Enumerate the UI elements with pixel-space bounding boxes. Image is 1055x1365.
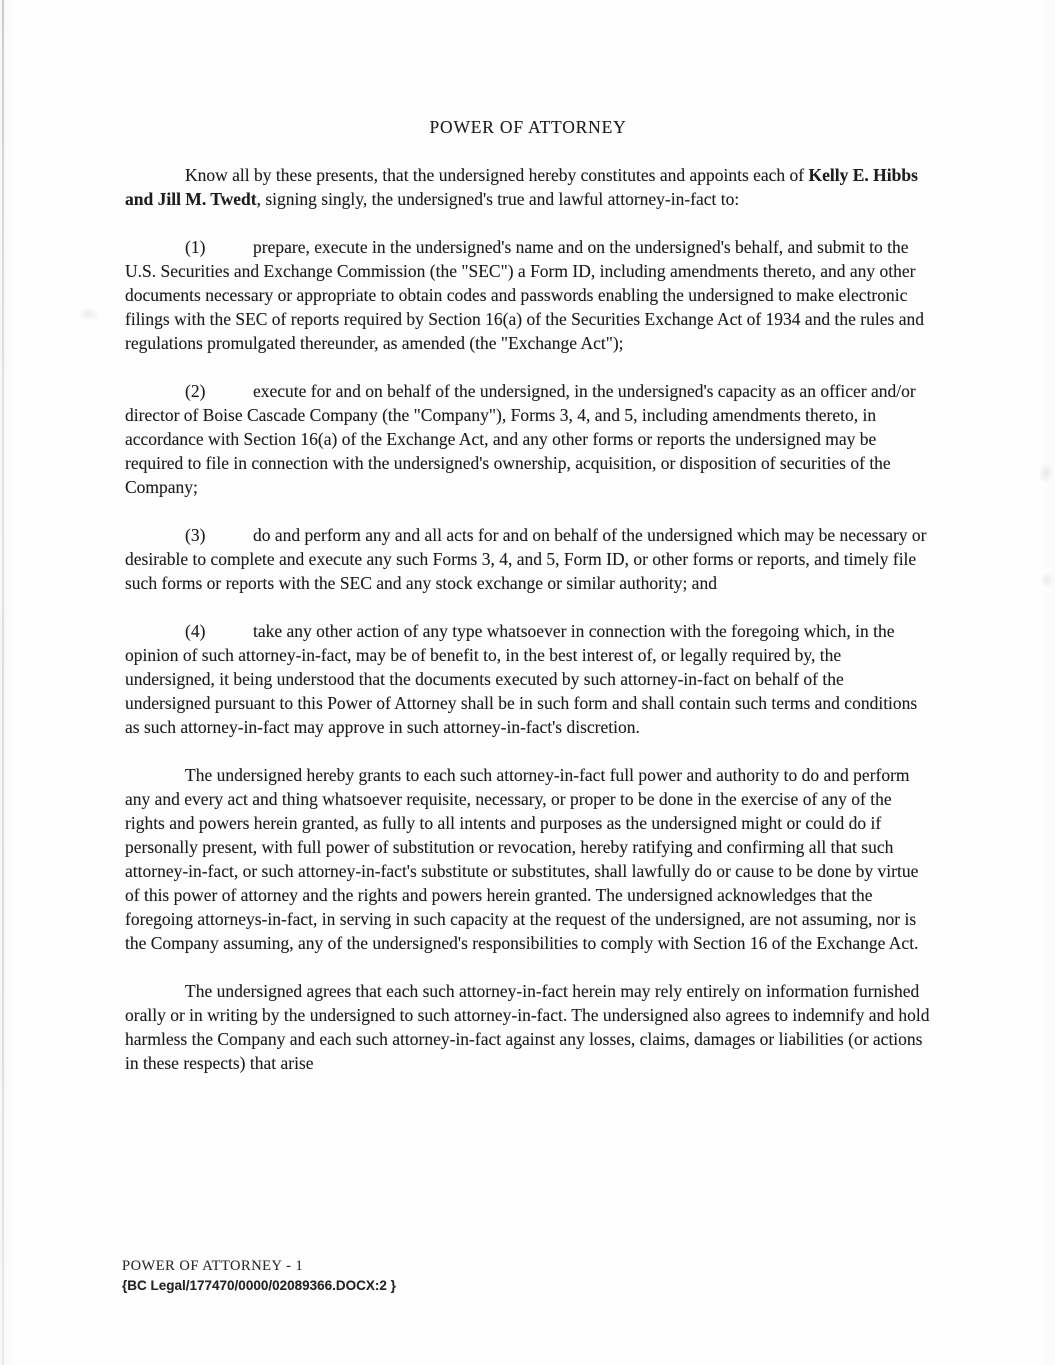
intro-tail-text: , signing singly, the undersigned's true and lawful attorney-in-fact to:: [256, 189, 740, 209]
paragraph-text: execute for and on behalf of the undersigned, in the undersigned's capacity as an officer and/or director of Boise Cascade Company (the "Company"), Forms 3, 4, and 5, including amendments thereto, in accordance with Section 16(a) of the Exchange Act, and any other forms or reports the undersigned may be required to file in connection with the undersigned's ownership, acquisition, or disposition of securities of the Company;: [125, 381, 916, 497]
intro-paragraph: [125, 163, 931, 211]
paragraph-text: prepare, execute in the undersigned's name and on the undersigned's behalf, and submit to the U.S. Securities and Exchange Commission (the "SEC") a Form ID, including amendments thereto, and any other documents necessary or appropriate to obtain codes and passwords enabling the undersigned to make electronic filings with the SEC of reports required by Section 16(a) of the Securities Exchange Act of 1934 and the rules and regulations promulgated thereunder, as amended (the "Exchange Act");: [125, 237, 924, 353]
page-footer: [122, 1256, 396, 1296]
paragraph-text: take any other action of any type whatsoever in connection with the foregoing which, in the opinion of such attorney-in-fact, may be of benefit to, in the best interest of, or legally required by, the undersigned, it being understood that the documents executed by such attorney-in-fact on behalf of the undersigned pursuant to this Power of Attorney shall be in such form and shall contain such terms and conditions as such attorney-in-fact may approve in such attorney-in-fact's discretion.: [125, 621, 918, 737]
numbered-paragraph-2: [125, 379, 931, 499]
document-body: [125, 115, 931, 1099]
scan-smudge: [1040, 572, 1054, 588]
paragraph-number: (4): [185, 621, 206, 641]
footer-page-label: POWER OF ATTORNEY - 1: [122, 1258, 304, 1274]
closing-paragraph-agrees: The undersigned agrees that each such attorney-in-fact herein may rely entirely on information furnished orally or in writing by the undersigned to such attorney-in-fact. The undersigned also agrees to indemnify and hold harmless the Company and each such attorney-in-fact against any losses, claims, damages or liabilities (or actions in these respects) that arise: [125, 981, 930, 1073]
document-title: POWER OF ATTORNEY: [429, 117, 627, 137]
paragraph-number: (3): [185, 525, 206, 545]
scan-smudge: [1038, 462, 1054, 484]
numbered-paragraph-3: [125, 523, 931, 595]
scan-smudge: [78, 306, 100, 322]
numbered-paragraph-4: [125, 619, 931, 739]
numbered-paragraph-1: [125, 235, 931, 355]
scan-edge-artifact: [2, 0, 4, 1365]
paragraph-number: (2): [185, 381, 206, 401]
attorney-names: Kelly E. Hibbs and Jill M. Twedt: [125, 165, 918, 209]
closing-paragraph-grants: The undersigned hereby grants to each such attorney-in-fact full power and authority to do and perform any and every act and thing whatsoever requisite, necessary, or proper to be done in the exercise of any of the rights and powers herein granted, as fully to all intents and purposes as the undersigned might or could do if personally present, with full power of substitution or revocation, hereby ratifying and confirming all that such attorney-in-fact, or such attorney-in-fact's substitute or substitutes, shall lawfully do or cause to be done by virtue of this power of attorney and the rights and powers herein granted. The undersigned acknowledges that the foregoing attorneys-in-fact, in serving in such capacity at the request of the undersigned, are not assuming, nor is the Company assuming, any of the undersigned's responsibilities to comply with Section 16 of the Exchange Act.: [125, 765, 919, 953]
footer-document-control-number: {BC Legal/177470/0000/02089366.DOCX:2 }: [122, 1278, 396, 1293]
paragraph-text: do and perform any and all acts for and on behalf of the undersigned which may be necessary or desirable to complete and execute any such Forms 3, 4, and 5, Form ID, or other forms or reports, and timely file such forms or reports with the SEC and any stock exchange or similar authority; and: [125, 525, 927, 593]
intro-lead-text: Know all by these presents, that the undersigned hereby constitutes and appoints each of: [185, 165, 809, 185]
paragraph-number: (1): [185, 237, 206, 257]
